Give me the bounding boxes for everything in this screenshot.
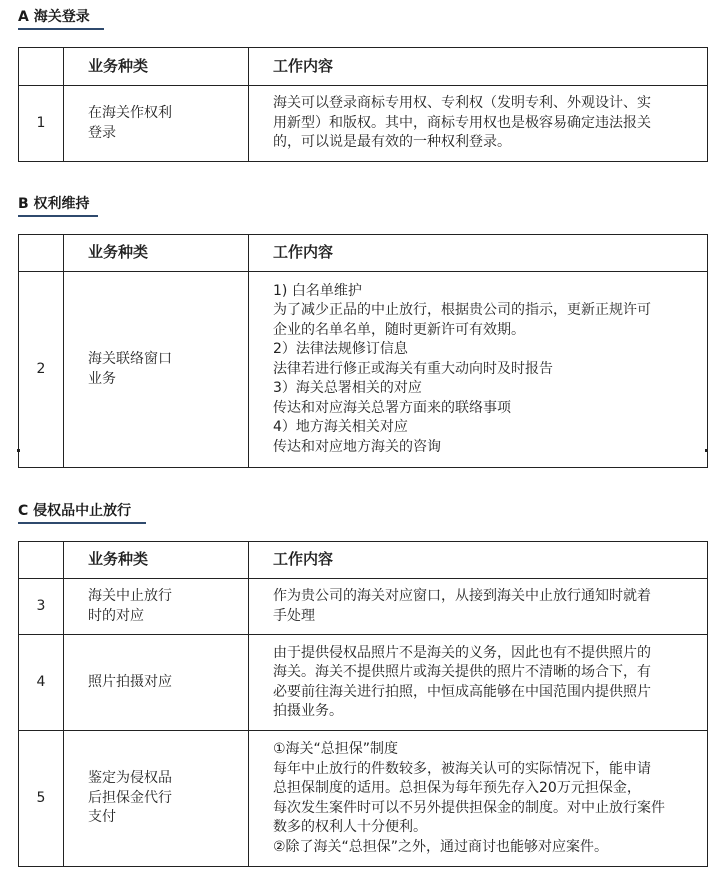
row-content <box>249 579 708 635</box>
header-type-cell: 业务种类 <box>64 542 249 579</box>
section-underline <box>18 215 98 217</box>
row-content-line: 每次发生案件时可以不另外提供担保金的制度。对中止放行案件 <box>273 799 665 816</box>
row-content-line: 作为贵公司的海关对应窗口，从接到海关中止放行通知时就着 <box>273 588 651 604</box>
row-content-line: 总担保制度的适用。总担保为每年预先存入20万元担保金， <box>273 780 641 796</box>
row-content-line: 2）法律法规修订信息 <box>273 341 408 358</box>
header-num-cell <box>19 542 64 579</box>
section-title-text: C 侵权品中止放行 <box>18 503 132 519</box>
row-content-line: 传达和对应海关总署方面来的联络事项 <box>273 399 511 416</box>
row-type-line: 登录 <box>88 124 116 141</box>
section-title-text: B 权利维持 <box>18 196 90 212</box>
row-num: 1 <box>19 86 64 162</box>
table-header-row <box>19 542 708 579</box>
row-content-line: 3）海关总署相关的对应 <box>273 380 422 397</box>
row-content-line: 每年中止放行的件数较多，被海关认可的实际情况下，能申请 <box>273 760 651 777</box>
row-type <box>64 731 249 867</box>
row-content-line: ①海关“总担保”制度 <box>273 741 399 757</box>
table-header-row <box>19 48 708 86</box>
resize-handle-left <box>17 449 20 452</box>
row-num: 4 <box>19 635 64 731</box>
row-content-line: 海关。海关不提供照片或海关提供的照片不清晰的场合下，有 <box>273 664 651 680</box>
row-type-line: 业务 <box>88 370 116 387</box>
row-content-line: 用新型）和版权。其中，商标专用权也是极容易确定违法报关 <box>273 114 651 131</box>
table-c <box>18 541 708 867</box>
row-content-line: 拍摄业务。 <box>273 703 343 719</box>
row-content <box>249 86 708 162</box>
section-title-c <box>18 502 146 524</box>
row-content-line: 1) 白名单维护 <box>273 282 362 299</box>
row-content-line: 企业的名单名单，随时更新许可有效期。 <box>273 321 525 338</box>
table-row <box>19 86 708 162</box>
row-content-line: 手处理 <box>273 607 315 624</box>
table-b <box>18 234 708 468</box>
row-content-line: 4）地方海关相关对应 <box>273 419 408 436</box>
row-type-line: 支付 <box>88 809 116 826</box>
row-content-line: 传达和对应地方海关的咨询 <box>273 438 441 455</box>
row-num: 2 <box>19 272 64 468</box>
row-content-line: 海关可以登录商标专用权、专利权（发明专利、外观设计、实 <box>273 95 651 112</box>
row-type-line: 照片拍摄对应 <box>88 673 172 690</box>
section-title-text: A 海关登录 <box>18 9 90 25</box>
table-row <box>19 272 708 468</box>
row-type <box>64 635 249 731</box>
row-num: 5 <box>19 731 64 867</box>
row-content-line: 数多的权利人十分便利。 <box>273 819 427 835</box>
row-content <box>249 635 708 731</box>
row-content-line: 为了减少正品的中止放行，根据贵公司的指示，更新正规许可 <box>273 302 651 319</box>
resize-handle-right <box>705 449 708 452</box>
table-row <box>19 579 708 635</box>
header-type-cell: 业务种类 <box>64 235 249 272</box>
row-content-line: 的，可以说是最有效的一种权利登录。 <box>273 134 511 151</box>
row-content-line: ②除了海关“总担保”之外，通过商讨也能够对应案件。 <box>273 838 609 855</box>
header-content-cell: 工作内容 <box>249 235 708 272</box>
row-type-line: 后担保金代行 <box>88 789 172 806</box>
table-a <box>18 47 708 162</box>
header-num-cell <box>19 235 64 272</box>
header-num-cell <box>19 48 64 86</box>
section-underline <box>18 522 146 524</box>
table-row <box>19 635 708 731</box>
row-num: 3 <box>19 579 64 635</box>
section-title-a <box>18 8 104 30</box>
header-type-cell: 业务种类 <box>64 48 249 86</box>
row-type-line: 时的对应 <box>88 607 144 624</box>
row-type <box>64 272 249 468</box>
section-underline <box>18 28 104 30</box>
header-content-cell: 工作内容 <box>249 542 708 579</box>
section-title-b <box>18 195 98 217</box>
row-type <box>64 579 249 635</box>
table-header-row <box>19 235 708 272</box>
row-type <box>64 86 249 162</box>
row-type-line: 鉴定为侵权品 <box>88 770 172 787</box>
row-content-line: 法律若进行修正或海关有重大动向时及时报告 <box>273 360 553 377</box>
row-content-line: 由于提供侵权品照片不是海关的义务，因此也有不提供照片的 <box>273 644 651 661</box>
row-type-line: 在海关作权利 <box>88 105 172 121</box>
row-content <box>249 272 708 468</box>
table-row <box>19 731 708 867</box>
row-content-line: 必要前往海关进行拍照，中恒成高能够在中国范围内提供照片 <box>273 683 651 700</box>
header-content-cell: 工作内容 <box>249 48 708 86</box>
row-content <box>249 731 708 867</box>
row-type-line: 海关联络窗口 <box>88 351 172 367</box>
row-type-line: 海关中止放行 <box>88 588 172 604</box>
